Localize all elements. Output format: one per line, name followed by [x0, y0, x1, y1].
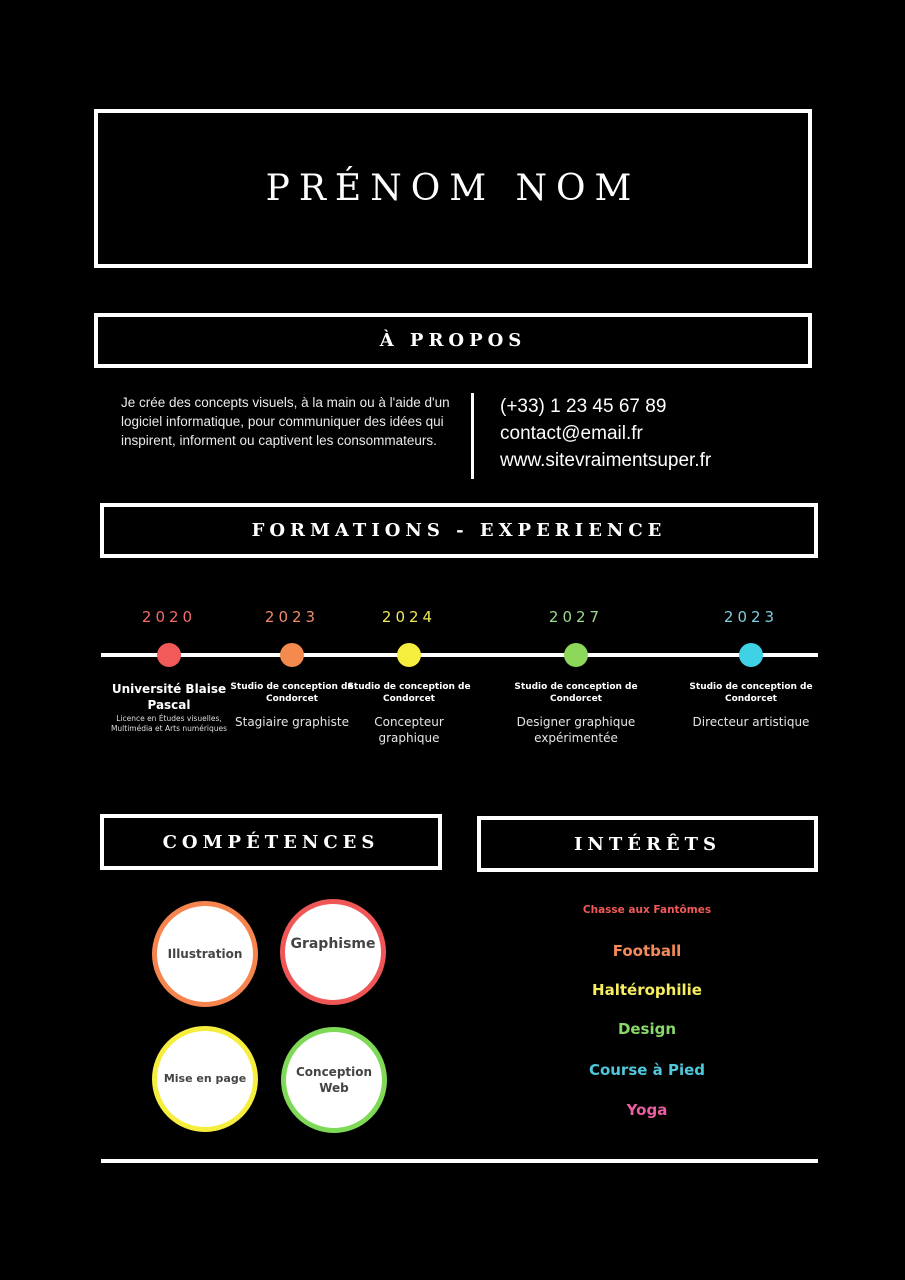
about-divider: [471, 393, 474, 479]
timeline-org: Studio de conception de Condorcet: [514, 682, 638, 704]
interest-item: Haltérophilie: [592, 981, 702, 999]
timeline-org: Université Blaise Pascal: [111, 682, 227, 712]
timeline-role: Designer graphique expérimentée: [516, 715, 636, 745]
interest-item: Football: [612, 942, 682, 960]
about-section-header: [94, 313, 812, 368]
timeline-dot-icon: [564, 643, 588, 667]
skill-label: Conception Web: [295, 1065, 373, 1095]
timeline-year: 2023: [264, 608, 320, 626]
timeline-org: Studio de conception de Condorcet: [230, 682, 354, 704]
contact-email: contact@email.fr: [500, 423, 643, 444]
timeline-year: 2027: [548, 608, 604, 626]
competences-title: COMPÉTENCES: [162, 831, 380, 853]
skill-badge: [281, 1027, 387, 1133]
timeline-org: Studio de conception de Condorcet: [689, 682, 813, 704]
interest-item: Design: [617, 1020, 677, 1038]
timeline-item: [344, 608, 474, 745]
skill-badge: [152, 901, 258, 1007]
timeline-org: Studio de conception de Condorcet: [347, 682, 471, 704]
timeline-role: Concepteur graphique: [374, 715, 444, 745]
skill-label: Graphisme: [290, 936, 376, 952]
timeline-item: [511, 608, 641, 745]
timeline-role: Directeur artistique: [692, 715, 810, 729]
name-header-box: [94, 109, 812, 268]
about-description: Je crée des concepts visuels, à la main ou à l'aide d'un logiciel informatique, pour communiquer des idées qui inspirent, informent ou captivent les consommateurs.: [121, 395, 450, 448]
skill-label: Illustration: [167, 947, 243, 961]
formations-title: FORMATIONS - EXPERIENCE: [251, 520, 667, 541]
about-title: À PROPOS: [379, 330, 527, 351]
interest-item: Chasse aux Fantômes: [582, 904, 712, 916]
contact-info: [500, 393, 711, 474]
timeline-item: [686, 608, 816, 729]
timeline-item: [104, 608, 234, 733]
full-name: PRÉNOM NOM: [265, 168, 641, 209]
timeline-year: 2020: [141, 608, 197, 626]
interets-title: INTÉRÊTS: [573, 833, 722, 855]
contact-website: www.sitevraimentsuper.fr: [500, 450, 712, 471]
timeline-year: 2023: [723, 608, 779, 626]
interest-item: Course à Pied: [588, 1061, 706, 1079]
competences-section-header: [100, 814, 442, 870]
formations-section-header: [100, 503, 818, 558]
interest-item: Yoga: [626, 1101, 668, 1119]
skill-label: Mise en page: [163, 1072, 247, 1085]
timeline-dot-icon: [397, 643, 421, 667]
interets-section-header: [477, 816, 818, 872]
contact-phone: (+33) 1 23 45 67 89: [500, 396, 667, 417]
timeline-dot-icon: [739, 643, 763, 667]
timeline-degree: Licence en Études visuelles, Multimédia et Arts numériques: [110, 714, 228, 733]
timeline-line: [101, 653, 818, 657]
skill-badge: [280, 899, 386, 1005]
timeline-item: [227, 608, 357, 729]
timeline-year: 2024: [381, 608, 437, 626]
footer-divider: [101, 1159, 818, 1163]
skill-badge: [152, 1026, 258, 1132]
timeline-dot-icon: [157, 643, 181, 667]
timeline-dot-icon: [280, 643, 304, 667]
timeline-role: Stagiaire graphiste: [235, 715, 349, 729]
